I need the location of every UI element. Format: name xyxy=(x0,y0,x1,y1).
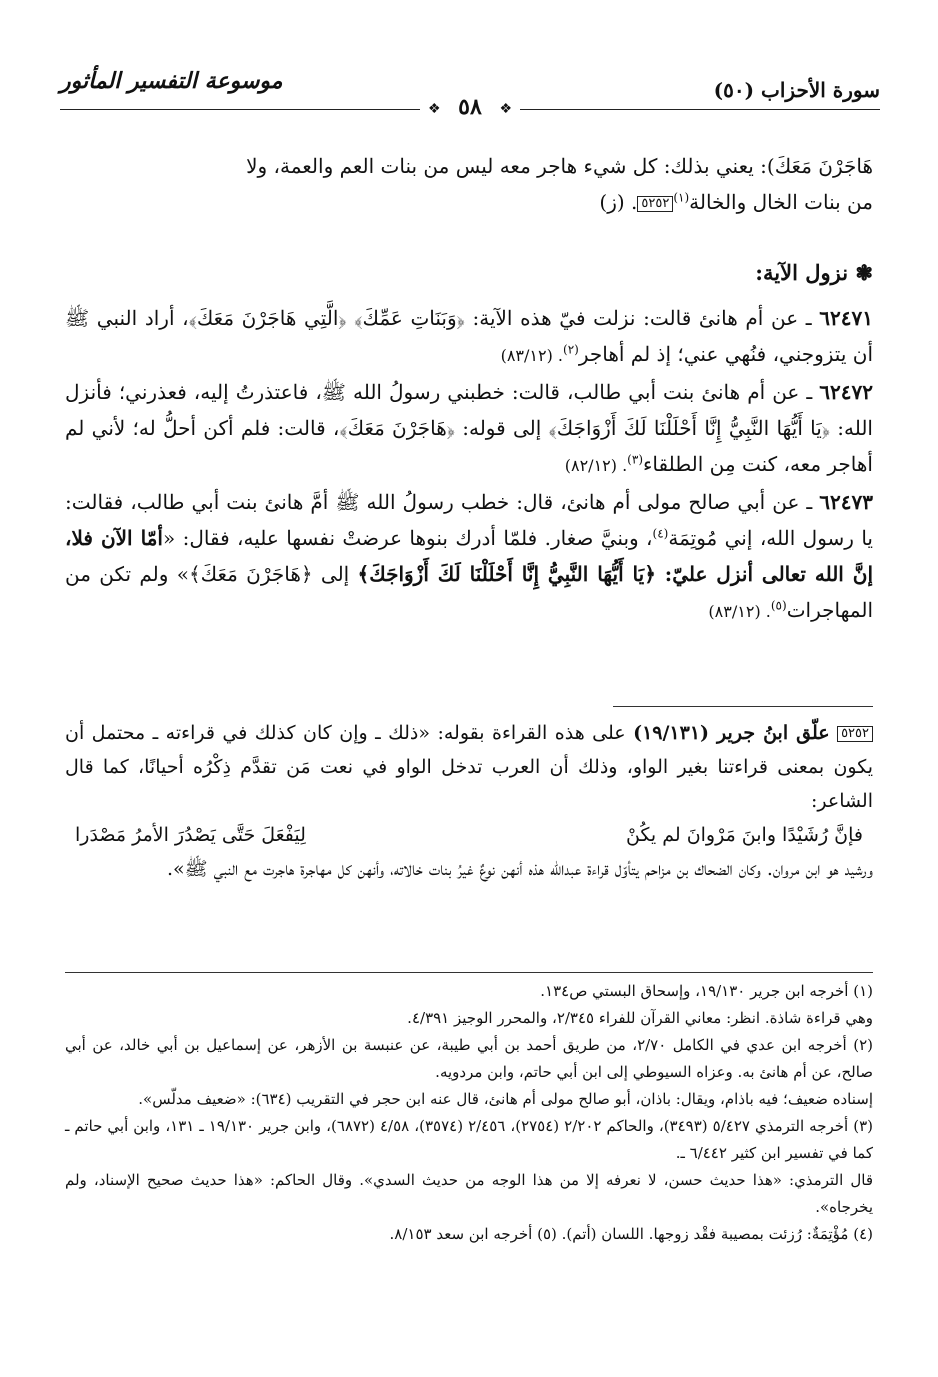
hadith-number: ٦٢٤٧١ xyxy=(819,306,873,330)
volume-ref: . (٨٢/١٢) xyxy=(564,456,628,475)
verse-hemistich-left: لِيَفْعَلَ حَتَّى يَصْدُرَ الأمرُ مَصْدَرا xyxy=(75,824,306,846)
footnote: (٢) أخرجه ابن عدي في الكامل ٢/٧٠، من طريق أحمد بن أبي طيبة، عن عنبسة بن الأزهر، عن إسماعيل بن أبي خالد، عن أبي صالح، عن أم هانئ به. وعزاه السيوطي إلى ابن أبي حاتم، وابن مردويه. xyxy=(65,1036,873,1081)
book-title: موسوعة التفسير المأثور xyxy=(60,68,283,94)
hadith-entry xyxy=(65,300,873,374)
editorial-note xyxy=(65,716,873,886)
footnote: وهي قراءة شاذة. انظر: معاني القرآن للفراء ٢/٣٤٥، والمحرر الوجيز ٤/٣٩١. xyxy=(407,1009,873,1027)
note-text: على هذه القراءة بقوله: «ذلك ـ وإن كان كذلك في قراءته ـ محتمل أن يكون بمعنى قراءتنا بغير الواو، وذلك أن العرب تدخل الواو في نعت مَن تقدَّم ذِكْرُه أحيانًا، كما قال الشاعر: xyxy=(65,722,873,812)
footnote-marker: (٥) xyxy=(770,598,787,613)
ornament-icon: ❖ xyxy=(499,101,512,117)
footnote-marker: (٣) xyxy=(627,452,643,467)
footnote: (٤) مُؤْتِمَةٌ: رُزئت بمصيبة فقْد زوجها. اللسان (أتم). (٥) أخرجه ابن سعد ٨/١٥٣. xyxy=(389,1225,873,1243)
footnote-marker: (١) xyxy=(673,190,690,205)
intro-line-1: هَاجَرْنَ مَعَكَ): يعني بذلك: كل شيء هاجر معه ليس من بنات العم والعمة، ولا xyxy=(246,154,873,178)
poem-verse xyxy=(65,818,873,852)
note-text-2: ورشيد هو ابن مروان. وكان الضحاك بن مزاحم يتأوّل قراءة عبدالله هذه أنهن نوعٌ غيرُ بنات خالاته، وأنهن كل مهاجرة هاجرت مع النبي ﷺ». xyxy=(167,858,873,880)
volume-ref: . (٨٣/١٢) xyxy=(708,602,771,621)
hadith-entry xyxy=(65,374,873,484)
hadith-entry: ٦٢٤٧٣ ـ عن أبي صالح مولى أم هانئ، قال: خطب رسولُ الله ﷺ أمَّ هانئ بنت أبي طالب، فقالت: يا رسول الله، إني مُوتِمَة$^{(٤)}$، وبنيَّ صغار. فلمّا أدرك بنوها عرضتْ نفسها عليه، فقال: «أمّا الآن فلا، إنَّ الله تعالى أنزل عليّ: ﴿يَا أَيُّهَا النَّبِيُّ إِنَّا أَحْلَلْنَا لَكَ أَزْوَاجَكَ﴾ إلى ﴿هَاجَرْنَ مَعَكَ﴾» ولم تكن من المهاجرات$^{(٥)}$. (٨٣/١٢) xyxy=(65,490,873,622)
footnote: إسناده ضعيف؛ فيه باذام، ويقال: باذان، أبو صالح مولى أم هانئ، قال عنه ابن حجر في التقريب (٦٣٤): «ضعيف مدلّس». xyxy=(138,1090,873,1108)
hadith-text: ـ عن أبي صالح مولى أم هانئ، قال: خطب رسولُ الله ﷺ أمَّ هانئ بنت أبي طالب، فقالت: يا رسول الله، إني مُوتِمَة xyxy=(65,490,873,550)
footnote-marker: (٢) xyxy=(563,342,579,357)
page-number: ٥٨ xyxy=(458,94,482,120)
hadith-block xyxy=(65,300,873,630)
footnote-marker: (٤) xyxy=(652,526,669,541)
volume-ref: . (٨٣/١٢) xyxy=(500,346,564,365)
footnote-divider xyxy=(65,972,873,973)
ornament-icon: ❖ xyxy=(428,101,441,117)
note-divider xyxy=(613,706,873,707)
footnotes xyxy=(65,978,873,1248)
hadith-bold-text: أمّا الآن فلا، إنَّ الله تعالى أنزل عليّ: ﴿يَا أَيُّهَا النَّبِيُّ إِنَّا أَحْلَلْنَا لَكَ أَزْوَاجَكَ﴾ xyxy=(65,526,873,586)
hadith-number: ٦٢٤٧٣ xyxy=(819,490,873,514)
footnote: (٣) أخرجه الترمذي ٥/٤٢٧ (٣٤٩٣)، والحاكم ٢/٢٠٢ (٢٧٥٤)، ٢/٤٥٦ (٣٥٧٤)، ٤/٥٨ (٦٨٧٢)، وابن جرير ١٩/١٣٠ ـ ١٣١، وابن أبي حاتم ـ كما في تفسير ابن كثير ٦/٤٤٢ ـ. xyxy=(65,1117,873,1162)
intro-line-2: من بنات الخال والخالة$^{(١)}$٥٢٥٢. (ز) xyxy=(599,190,873,214)
page-header xyxy=(60,68,880,124)
hadith-text: ـ عن أم هانئ بنت أبي طالب، قالت: خطبني رسولُ الله ﷺ، فاعتذرتُ إليه، فعذرني؛ فأنزل الله: ﴿يَا أَيُّهَا النَّبِيُّ إِنَّا أَحْلَلْنَا لَكَ أَزْوَاجَكَ﴾ إلى قوله: ﴿هَاجَرْنَ مَعَكَ﴾، قالت: فلم أكن أحلُّ له؛ لأني لم أهاجر معه، كنت مِن الطلقاء xyxy=(65,380,873,476)
note-ref-box: ٥٢٥٢ xyxy=(637,196,673,212)
hadith-number: ٦٢٤٧٢ xyxy=(819,380,873,404)
footnote: (١) أخرجه ابن جرير ١٩/١٣٠، وإسحاق البستي ص١٣٤. xyxy=(540,982,873,1000)
note-ref-box: ٥٢٥٢ xyxy=(837,726,873,742)
note-lead: علّق ابنُ جرير (١٩/١٣١) xyxy=(633,722,830,744)
surah-title: سورة الأحزاب (٥٠) xyxy=(713,78,880,102)
section-heading: ❃ نزول الآية: xyxy=(755,260,873,285)
intro-text xyxy=(65,148,873,220)
verse-hemistich-right: فإنَّ رُشَيْدًا وابنَ مَرْوانَ لم يكُنْ xyxy=(625,824,863,846)
footnote: قال الترمذي: «هذا حديث حسن، لا نعرفه إلا من هذا الوجه من حديث السدي». وقال الحاكم: «هذا حديث صحيح الإسناد، ولم يخرجاه». xyxy=(65,1171,873,1216)
hadith-text: ـ عن أم هانئ قالت: نزلت فيّ هذه الآية: ﴿وَبَنَاتِ عَمِّكَ﴾ ﴿الَّتِي هَاجَرْنَ مَعَكَ﴾، أراد النبي ﷺ أن يتزوجني، فنُهي عني؛ إذ لم أهاجر xyxy=(65,306,873,366)
